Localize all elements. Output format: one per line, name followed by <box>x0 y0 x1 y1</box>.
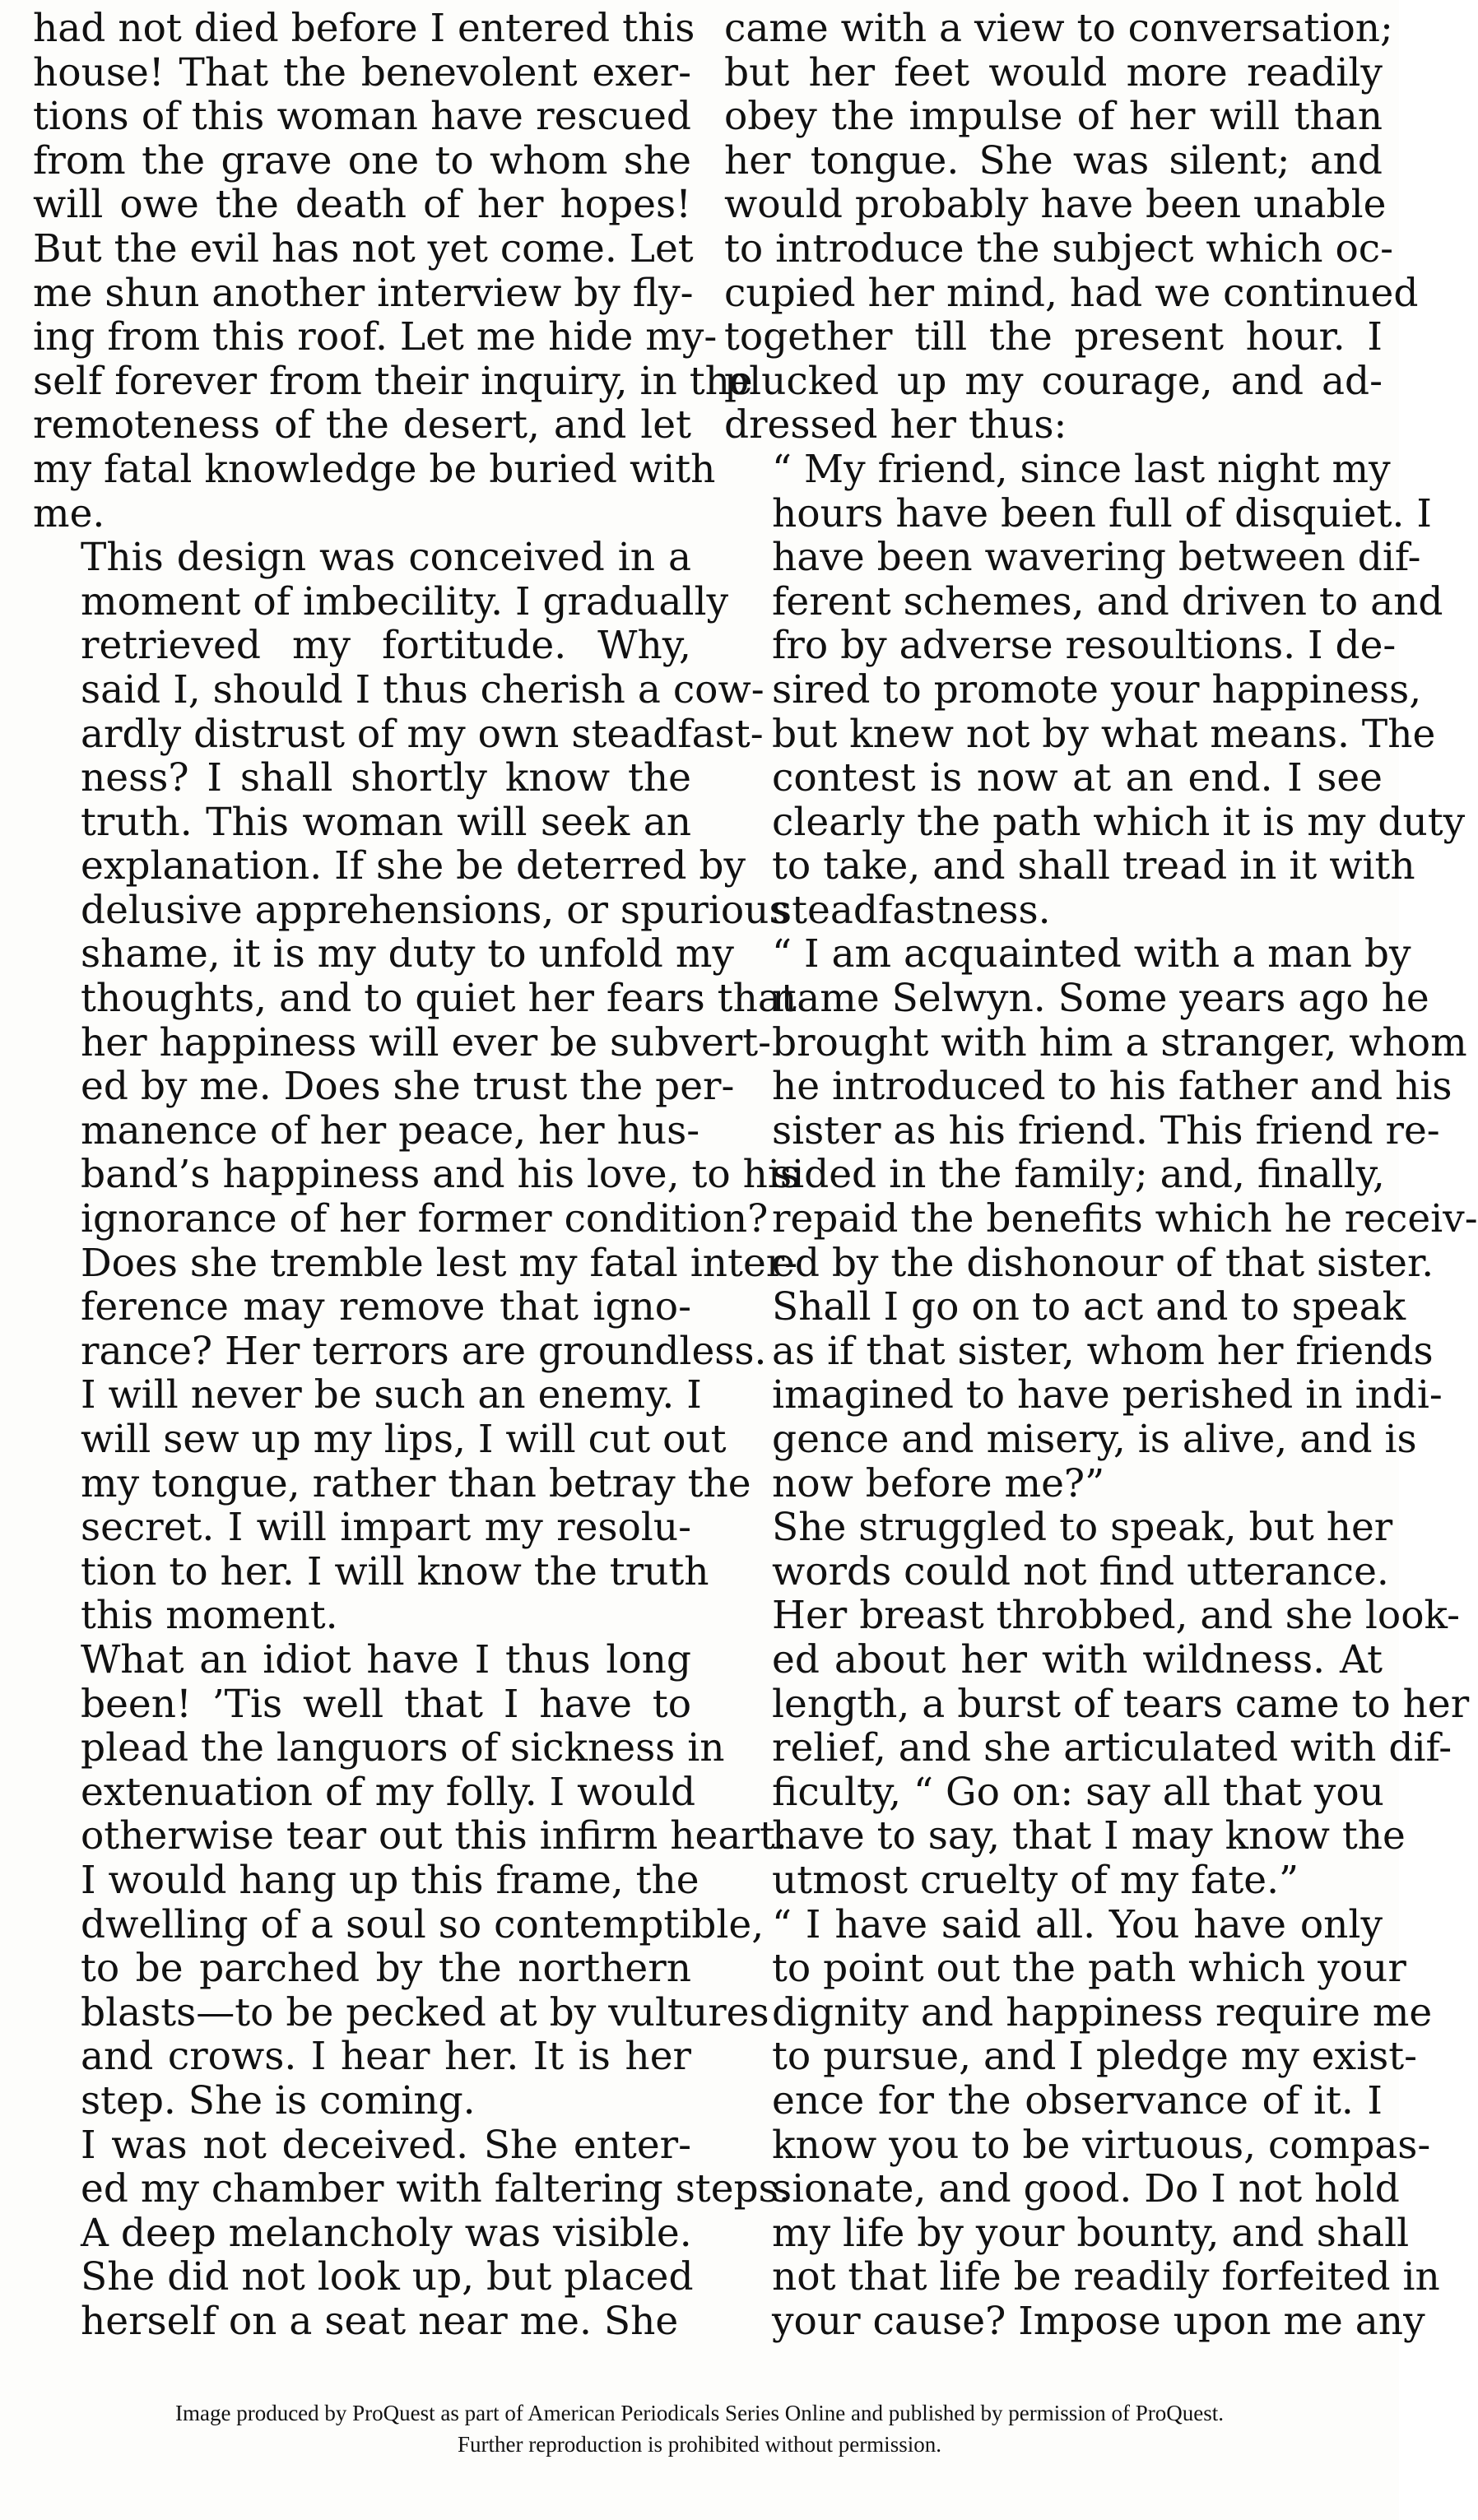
text-line: to be parched by the northern <box>81 1946 691 1992</box>
text-line: truth. This woman will seek an <box>81 799 691 845</box>
text-line: ardly distrust of my own steadfast- <box>81 711 764 757</box>
text-line: Shall I go on to act and to speak <box>772 1284 1406 1330</box>
text-line: had not died before I entered this <box>33 6 695 51</box>
text-line: ed by me. Does she trust the per- <box>81 1064 735 1110</box>
text-line: my fatal knowledge be buried with <box>33 446 716 492</box>
text-line: tion to her. I will know the truth <box>81 1548 709 1594</box>
text-line: have to say, that I may know the <box>772 1813 1406 1859</box>
text-line: to take, and shall tread in it with <box>772 843 1415 889</box>
text-line: me. <box>33 490 105 536</box>
text-line: this moment. <box>81 1593 338 1639</box>
text-line: obey the impulse of her will than <box>724 94 1383 140</box>
left-text-column <box>33 6 801 2344</box>
text-line: ness? I shall shortly know the <box>81 755 691 801</box>
text-line: secret. I will impart my resolu- <box>81 1505 691 1551</box>
text-line: utmost cruelty of my fate.” <box>772 1857 1299 1903</box>
text-line: my tongue, rather than betray the <box>81 1460 751 1506</box>
text-line: manence of her peace, her hus- <box>81 1107 700 1153</box>
text-line: me shun another interview by fly- <box>33 270 694 316</box>
text-line: from the grave one to whom she <box>33 137 691 183</box>
paragraph <box>724 446 1466 933</box>
text-line: name Selwyn. Some years ago he <box>772 976 1429 1022</box>
text-line: extenuation of my folly. I would <box>81 1769 696 1815</box>
text-line: brought with him a stranger, whom <box>772 1019 1467 1065</box>
text-line: What an idiot have I thus long <box>81 1636 691 1682</box>
text-line: “ I am acquainted with a man by <box>772 931 1411 977</box>
text-line: sided in the family; and, finally, <box>772 1152 1385 1198</box>
footer-line-2: Further reproduction is prohibited without permission. <box>458 2432 941 2457</box>
text-line: ence for the observance of it. I <box>772 2077 1383 2123</box>
text-line: dressed her thus: <box>724 402 1067 448</box>
text-line: relief, and she articulated with dif- <box>772 1725 1452 1771</box>
text-line: ed about her with wildness. At <box>772 1636 1383 1682</box>
text-line: as if that sister, whom her friends <box>772 1328 1434 1374</box>
text-line: sister as his friend. This friend re- <box>772 1107 1440 1153</box>
text-line: This design was conceived in a <box>81 535 691 581</box>
text-line: rance? Her terrors are groundless. <box>81 1328 767 1374</box>
text-line: plead the languors of sickness in <box>81 1725 725 1771</box>
text-line: hours have been full of disquiet. I <box>772 490 1432 536</box>
text-line: herself on a seat near me. She <box>81 2298 679 2344</box>
text-line: house! That the benevolent exer- <box>33 49 691 95</box>
footer-line-1: Image produced by ProQuest as part of American Periodicals Series Online and published by permission of ProQuest. <box>175 2401 1224 2425</box>
paragraph <box>724 931 1478 1506</box>
text-line: plucked up my courage, and ad- <box>724 358 1383 404</box>
text-line: Does she tremble lest my fatal inter- <box>81 1240 798 1286</box>
text-line: retrieved my fortitude. Why, <box>81 623 691 669</box>
text-line: but knew not by what means. The <box>772 711 1436 757</box>
text-line: Her breast throbbed, and she look- <box>772 1593 1461 1639</box>
text-line: ferent schemes, and driven to and <box>772 578 1443 624</box>
text-line: ed my chamber with faltering steps. <box>81 2166 791 2212</box>
text-line: I was not deceived. She enter- <box>81 2122 691 2168</box>
text-line: thoughts, and to quiet her fears that <box>81 976 797 1022</box>
paragraph <box>33 6 753 536</box>
text-line: your cause? Impose upon me any <box>772 2298 1425 2344</box>
text-line: to introduce the subject which oc- <box>724 225 1393 271</box>
text-line: steadfastness. <box>772 887 1051 933</box>
text-line: not that life be readily forfeited in <box>772 2254 1440 2300</box>
text-line: ed by the dishonour of that sister. <box>772 1240 1434 1286</box>
text-line: he introduced to his father and his <box>772 1064 1452 1110</box>
paragraph <box>724 1505 1470 1903</box>
text-line: delusive apprehensions, or spurious <box>81 887 789 933</box>
text-line: words could not find utterance. <box>772 1548 1389 1594</box>
text-line: her happiness will ever be subvert- <box>81 1019 772 1065</box>
text-line: length, a burst of tears came to her <box>772 1681 1470 1727</box>
paragraph <box>33 1636 788 2123</box>
text-line: explanation. If she be deterred by <box>81 843 746 889</box>
text-line: sired to promote your happiness, <box>772 666 1422 712</box>
text-line: shame, it is my duty to unfold my <box>81 931 734 977</box>
text-line: A deep melancholy was visible. <box>81 2210 692 2256</box>
text-line: blasts—to be pecked at by vultures <box>81 1989 769 2035</box>
text-line: otherwise tear out this infirm heart. <box>81 1813 788 1859</box>
text-line: but her feet would more readily <box>724 49 1383 95</box>
text-line: She did not look up, but placed <box>81 2254 694 2300</box>
text-line: “ My friend, since last night my <box>772 446 1391 492</box>
text-line: sionate, and good. Do I not hold <box>772 2166 1400 2212</box>
text-line: band’s happiness and his love, to his <box>81 1152 801 1198</box>
text-line: contest is now at an end. I see <box>772 755 1383 801</box>
text-line: have been wavering between dif- <box>772 535 1421 581</box>
text-line: came with a view to conversation; <box>724 6 1393 51</box>
text-line: dignity and happiness require me <box>772 1989 1433 2035</box>
text-line: imagined to have perished in indi- <box>772 1372 1443 1418</box>
text-line: said I, should I thus cherish a cow- <box>81 666 765 712</box>
text-line: clearly the path which it is my duty <box>772 799 1466 845</box>
right-text-column <box>724 6 1478 2344</box>
text-line: together till the present hour. I <box>724 314 1383 360</box>
text-line: “ I have said all. You have only <box>772 1901 1383 1947</box>
text-line: But the evil has not yet come. Let <box>33 225 694 271</box>
text-line: fro by adverse resoultions. I de- <box>772 623 1397 669</box>
text-line: her tongue. She was silent; and <box>724 137 1383 183</box>
text-line: moment of imbecility. I gradually <box>81 578 729 624</box>
paragraph <box>724 6 1419 448</box>
text-line: now before me?” <box>772 1460 1105 1506</box>
text-line: will owe the death of her hopes! <box>33 182 691 228</box>
paragraph <box>724 1901 1440 2344</box>
text-line: cupied her mind, had we continued <box>724 270 1419 316</box>
text-line: will sew up my lips, I will cut out <box>81 1417 727 1462</box>
text-line: ficulty, “ Go on: say all that you <box>772 1769 1384 1815</box>
text-line: my life by your bounty, and shall <box>772 2210 1410 2256</box>
text-line: ignorance of her former condition? <box>81 1196 769 1242</box>
text-line: would probably have been unable <box>724 182 1387 228</box>
paragraph <box>33 535 801 1639</box>
text-line: I will never be such an enemy. I <box>81 1372 702 1418</box>
text-line: She struggled to speak, but her <box>772 1505 1393 1551</box>
paragraph <box>33 2122 791 2344</box>
text-line: gence and misery, is alive, and is <box>772 1417 1417 1462</box>
text-line: tions of this woman have rescued <box>33 94 691 140</box>
text-line: and crows. I hear her. It is her <box>81 2034 691 2080</box>
text-line: to pursue, and I pledge my exist- <box>772 2034 1418 2080</box>
text-line: been! ’Tis well that I have to <box>81 1681 691 1727</box>
text-line: I would hang up this frame, the <box>81 1857 699 1903</box>
text-line: know you to be virtuous, compas- <box>772 2122 1431 2168</box>
text-line: remoteness of the desert, and let <box>33 402 691 448</box>
text-line: step. She is coming. <box>81 2077 476 2123</box>
text-line: repaid the benefits which he receiv- <box>772 1196 1478 1242</box>
text-line: ference may remove that igno- <box>81 1284 691 1330</box>
copyright-footer <box>0 2397 1399 2460</box>
text-line: dwelling of a soul so contemptible, <box>81 1901 765 1947</box>
text-line: self forever from their inquiry, in the <box>33 358 753 404</box>
text-line: to point out the path which your <box>772 1946 1406 1992</box>
text-line: ing from this roof. Let me hide my- <box>33 314 718 360</box>
